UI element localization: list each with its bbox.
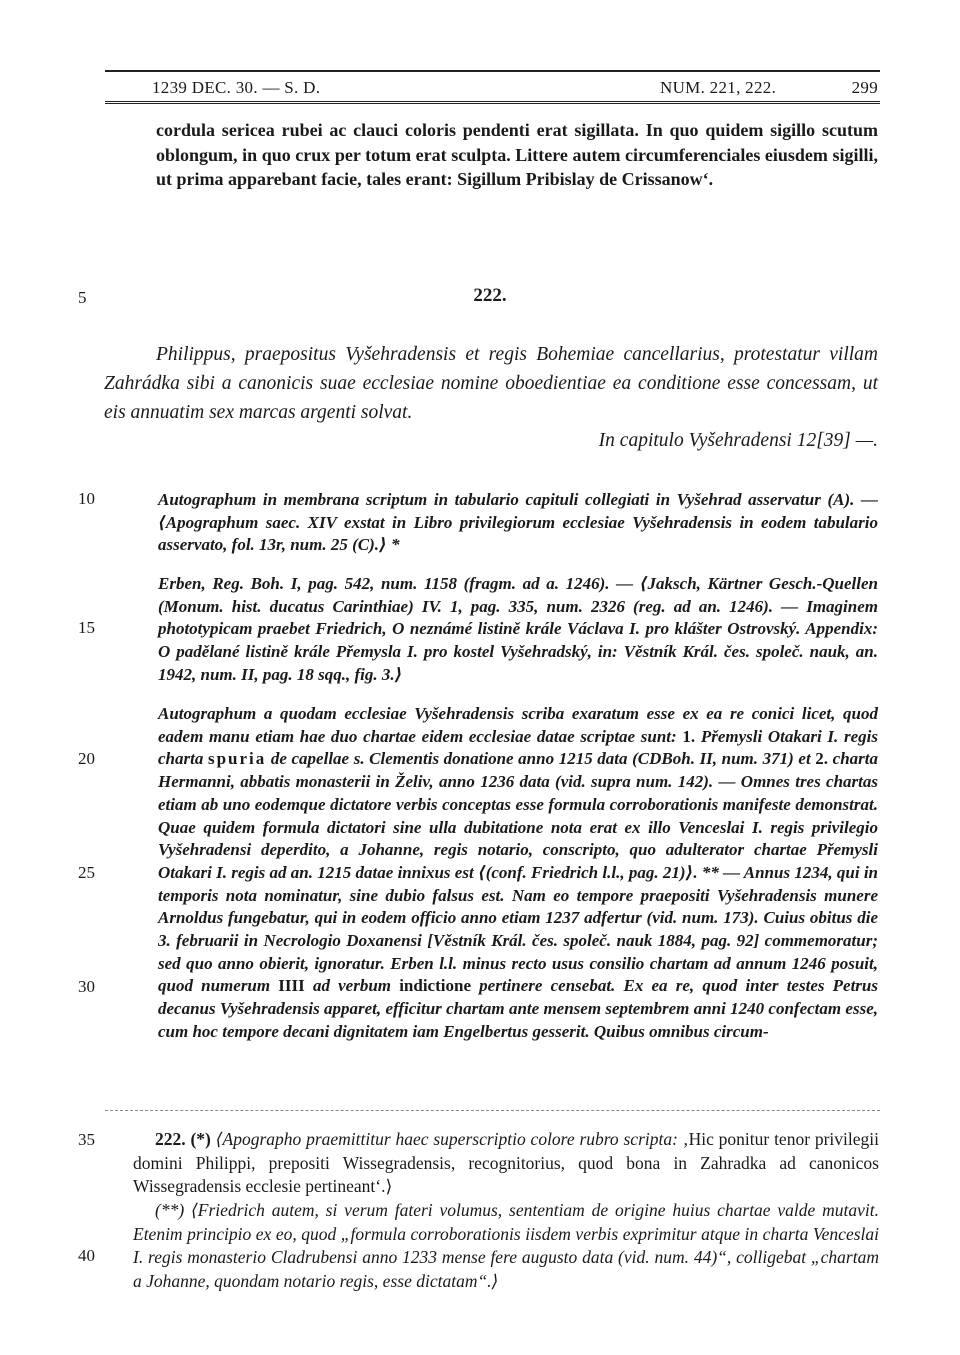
line-number: 5	[78, 288, 87, 307]
roman-numeral: IIII	[278, 976, 305, 996]
footnote-label: 222. (*)	[155, 1129, 211, 1149]
item-number: 1.	[682, 726, 696, 746]
item-number: 2.	[815, 749, 829, 769]
continued-text: cordula sericea rubei ac clauci coloris pendenti erat sigillata. In quo quidem sigillo scutum oblongum, in quo crux per totum erat sculpta. Littere autem circumferenciales eiusdem sigilli, ut prima apparebant facie, tales erant: Sigillum Pribislay de Crissanow‘.	[156, 120, 878, 189]
commentary-part: de capellae s. Clementis donatione anno 1215 data (CDBoh. II, num. 371) et	[266, 749, 816, 769]
tradition-note: Autographum in membrana scriptum in tabulario capituli collegiati in Vyšehrad asservatur (A). — ⟨Apographum saec. XIV exstat in Libro privilegiorum ecclesiae Vyšehradensis in eodem tabulario asservato, fol. 13r, num. 25 (C).⟩ *	[158, 490, 878, 555]
line-number: 15	[78, 618, 95, 637]
line-number: 35	[78, 1130, 95, 1149]
footnote-text: ‚Hic ponitur tenor privilegii domini Philippi, prepositi Wissegradensis, recognitorius, quod bona in Zahradka ad canonicos Wissegradensis ecclesie pertineant‘.⟩	[133, 1129, 880, 1196]
commentary-part: pertinere censebat. Ex ea re, quod inter testes Petrus decanus Vyšehradensis apparet, efficitur chartam ante mensem septembrem anni 1240 confectam esse, cum hoc tempore decani dignitatem iam Engelbertus gesserit. Quibus omnibus circum-	[158, 976, 878, 1041]
line-number: 10	[78, 489, 95, 508]
line-number: 25	[78, 863, 95, 882]
commentary	[158, 703, 878, 1044]
commentary-part: ad verbum	[304, 976, 400, 996]
commentary-part: Autographum a quodam ecclesiae Vyšehradensis scriba exaratum esse ex ea re conici licet, quod eadem manu etiam hae duo chartae eidem ecclesiae datae scriptae sunt:	[158, 704, 878, 746]
commentary-part: charta Hermanni, abbatis monasterii in Želiv, anno 1236 data (vid. supra num. 142). — Omnes tres chartas etiam ab uno eodemque dictatore verbis conceptas esse formula corroborationis manifeste demonstrat. Quae quidem formula dictatori sine ulla dubitatione nota erat ex illo Venceslai I. regis privilegio Vyšehradensi deperdito, a Johanne, regis notario, conscripto, quo adulterator chartae Přemysli Otakari I. regis ad an. 1215 datae innixus est ⟨(conf. Friedrich l.l., pag. 21)⟩. ** — Annus 1234, qui in temporis nota nominatur, sine dubio falsus est. Nam eo tempore praepositi Vyšehradensis munere Arnoldus fungebatur, qui in eodem officio anno etiam 1237 adfertur (vid. num. 173). Cuius obitus die 3. februarii in Necrologio Doxanensi [Věstník Král. čes. společ. nauk 1884, pag. 92] commemoratur; sed quo anno obierit, ignoratur. Erben l.l. minus recto usus consilio chartam ad annum 1246 posuit, quod numerum	[158, 749, 878, 996]
page-number: 299	[851, 78, 878, 97]
regest: Philippus, praepositus Vyšehradensis et regis Bohemiae cancellarius, protestatur villam Zahrádka sibi a canonicis suae ecclesiae nomine oboedientiae ea conditione esse concessam, ut eis annuatim sex marcas argenti solvat.	[104, 344, 878, 423]
literature-note: Erben, Reg. Boh. I, pag. 542, num. 1158 (fragm. ad a. 1246). — ⟨Jaksch, Kärtner Gesch.-Quellen (Monum. hist. ducatus Carinthiae) IV. 1, pag. 335, num. 2326 (reg. ad an. 1246). — Imaginem phototypicam praebet Friedrich, O neznámé listině krále Václava I. pro klášter Ostrovský. Appendix: O padělané listině krále Přemysla I. pro kostel Vyšehradský, in: Věstník Král. čes. společ. nauk, an. 1942, num. II, pag. 18 sqq., fig. 3.⟩	[158, 574, 878, 684]
commentary-part: Přemysli Otakari I. regis charta	[158, 726, 878, 769]
line-number: 30	[78, 977, 95, 996]
header-document-numbers: NUM. 221, 222.	[660, 78, 777, 97]
document-number: 222.	[473, 285, 507, 306]
spaced-word: spuria	[207, 749, 267, 769]
running-header	[105, 70, 880, 104]
quoted-word: indictione	[399, 976, 471, 996]
footnote-1	[133, 1128, 879, 1199]
date-place: In capitulo Vyšehradensi 12[39] —.	[598, 430, 878, 451]
footnote-2: (**) ⟨Friedrich autem, si verum fateri volumus, sententiam de origine huius chartae valde mutavit. Etenim principio ex eo, quod „formula corroborationis iisdem verbis exprimitur atque in charta Venceslai I. regis monasterio Cladrubensi anno 1233 mense fere augusto data (vid. num. 44)“, colligebat „chartam a Johanne, quondam notario regis, esse dictatam“.⟩	[133, 1200, 879, 1291]
footnote-italic: ⟨Apographo praemittitur haec superscriptio colore rubro scripta:	[210, 1129, 683, 1149]
footnote-separator	[105, 1110, 880, 1111]
header-date: 1239 DEC. 30. — S. D.	[152, 78, 321, 97]
line-number: 20	[78, 749, 95, 768]
line-number: 40	[78, 1246, 95, 1265]
